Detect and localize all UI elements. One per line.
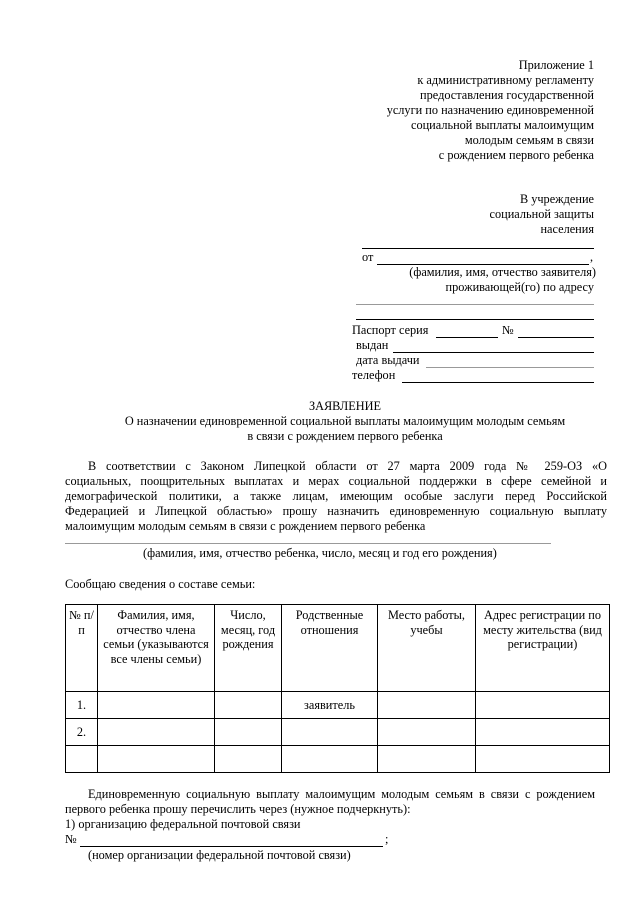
table-cell[interactable] xyxy=(98,719,215,746)
paragraph-line: Федерацией и Липецкой областью» прошу назначить единовременную социальную выплату xyxy=(65,504,607,518)
payment-line-1: Единовременную социальную выплату малоимущим молодым семьям в связи с рождением xyxy=(88,787,595,801)
table-cell[interactable] xyxy=(378,719,476,746)
appendix-line: предоставления государственной xyxy=(420,88,594,102)
paragraph-line: В соответствии с Законом Липецкой области от 27 марта 2009 года № 259-ОЗ «О xyxy=(88,459,607,473)
table-cell[interactable] xyxy=(98,692,215,719)
address-field-2[interactable] xyxy=(356,319,594,320)
document-subtitle-2: в связи с рождением первого ребенка xyxy=(247,429,443,443)
child-info-field[interactable] xyxy=(65,543,551,544)
postal-number-caption: (номер организации федеральной почтовой связи) xyxy=(88,848,351,862)
table-header-row xyxy=(66,605,610,692)
issued-field[interactable] xyxy=(393,352,594,353)
passport-series-label: Паспорт серия xyxy=(352,323,429,337)
table-cell[interactable] xyxy=(282,746,378,773)
header-address: Адрес регистрации по месту жительства (вид регистрации) xyxy=(476,605,610,692)
table-row xyxy=(66,719,610,746)
from-comma: , xyxy=(590,250,594,264)
table-cell[interactable] xyxy=(215,746,282,773)
table-cell: заявитель xyxy=(282,692,378,719)
table-cell[interactable] xyxy=(215,692,282,719)
table-cell: 2. xyxy=(66,719,98,746)
issue-date-label: дата выдачи xyxy=(356,353,420,367)
table-cell[interactable] xyxy=(476,719,610,746)
table-cell[interactable] xyxy=(66,746,98,773)
passport-series-field[interactable] xyxy=(436,337,498,338)
phone-field[interactable] xyxy=(402,382,594,383)
child-info-caption: (фамилия, имя, отчество ребенка, число, месяц и год его рождения) xyxy=(143,546,497,560)
table-cell[interactable] xyxy=(215,719,282,746)
table-cell[interactable] xyxy=(282,719,378,746)
table-row xyxy=(66,746,610,773)
appendix-line: к административному регламенту xyxy=(417,73,594,87)
header-relation: Родственные отношения xyxy=(282,605,378,692)
appendix-line: с рождением первого ребенка xyxy=(438,148,594,162)
appendix-line: услуги по назначению единовременной xyxy=(386,103,594,117)
passport-no-field[interactable] xyxy=(518,337,594,338)
issued-label: выдан xyxy=(356,338,389,352)
header-fio: Фамилия, имя, отчество члена семьи (указываются все члены семьи) xyxy=(98,605,215,692)
header-workplace: Место работы, учебы xyxy=(378,605,476,692)
payment-line-2: первого ребенка прошу перечислить через (нужное подчеркнуть): xyxy=(65,802,411,816)
paragraph-line: демографической политики, а также лицам, имеющим особые заслуги перед Российской xyxy=(65,489,607,503)
postal-number-end: ; xyxy=(385,832,389,846)
family-intro: Сообщаю сведения о составе семьи: xyxy=(65,577,256,591)
passport-no-label: № xyxy=(502,323,514,337)
appendix-line: социальной выплаты малоимущим xyxy=(411,118,594,132)
phone-label: телефон xyxy=(352,368,396,382)
postal-number-label: № xyxy=(65,832,77,846)
document-heading: ЗАЯВЛЕНИЕ xyxy=(308,399,382,413)
paragraph-line: социальных, поощрительных выплатах и мерах социальной поддержки в сфере семейной и xyxy=(65,474,607,488)
address-field-1[interactable] xyxy=(356,304,594,305)
fio-caption: (фамилия, имя, отчество заявителя) xyxy=(409,265,596,279)
table-row xyxy=(66,692,610,719)
header-birthdate: Число, месяц, год рождения xyxy=(215,605,282,692)
table-cell[interactable] xyxy=(378,746,476,773)
header-number: № п/п xyxy=(66,605,98,692)
table-cell[interactable] xyxy=(476,692,610,719)
document-subtitle-1: О назначении единовременной социальной выплаты малоимущим молодым семьям xyxy=(124,414,566,428)
family-table xyxy=(65,604,610,773)
payment-option-postal[interactable]: 1) организацию федеральной почтовой связи xyxy=(65,817,301,831)
appendix-line: молодым семьям в связи xyxy=(464,133,594,147)
residing-label: проживающей(го) по адресу xyxy=(445,280,594,294)
paragraph-line: малоимущим молодым семьям в связи с рождением первого ребенка xyxy=(65,519,426,533)
issue-date-field[interactable] xyxy=(426,367,594,368)
appendix-line: Приложение 1 xyxy=(518,58,594,72)
applicant-line-blank[interactable] xyxy=(362,248,594,249)
table-cell: 1. xyxy=(66,692,98,719)
from-label: от xyxy=(362,250,374,264)
addressee-line: В учреждение xyxy=(519,192,594,206)
table-cell[interactable] xyxy=(98,746,215,773)
addressee-line: социальной защиты xyxy=(489,207,594,221)
table-cell[interactable] xyxy=(378,692,476,719)
postal-number-field[interactable] xyxy=(80,846,383,847)
table-cell[interactable] xyxy=(476,746,610,773)
addressee-line: населения xyxy=(540,222,594,236)
